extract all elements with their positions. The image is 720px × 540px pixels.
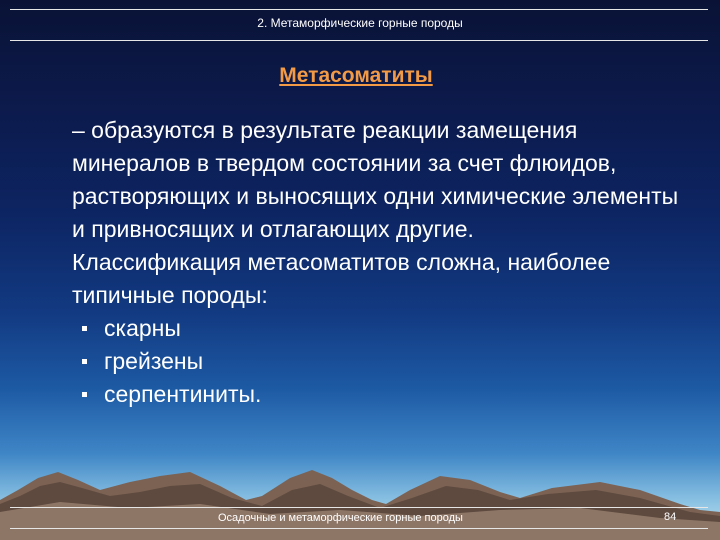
classification-paragraph: Классификация метасоматитов сложна, наиболее типичные породы: bbox=[72, 249, 611, 308]
rock-type-list bbox=[72, 312, 692, 411]
footer-bottom-rule bbox=[10, 528, 708, 529]
header-title: 2. Метаморфические горные породы bbox=[257, 16, 463, 30]
header-bottom-rule bbox=[10, 40, 708, 41]
list-item-label: серпентиниты. bbox=[104, 381, 262, 407]
list-item bbox=[72, 345, 692, 378]
page-number: 84 bbox=[664, 511, 677, 523]
slide-title: Метасоматиты bbox=[279, 64, 433, 87]
square-bullet-icon bbox=[82, 359, 87, 364]
definition-paragraph: – образуются в результате реакции замещения минералов в твердом состоянии за счет флюидов, растворяющих и выносящих одни химические элементы и привносящих и отлагающих другие. bbox=[72, 117, 679, 242]
list-item bbox=[72, 378, 692, 411]
square-bullet-icon bbox=[82, 392, 87, 397]
header-top-rule bbox=[10, 9, 708, 10]
list-item-label: грейзены bbox=[104, 348, 204, 374]
list-item bbox=[72, 312, 692, 345]
footer-text: Осадочные и метаморфические горные породы bbox=[218, 512, 463, 524]
square-bullet-icon bbox=[82, 326, 87, 331]
list-item-label: скарны bbox=[104, 315, 181, 341]
footer-top-rule bbox=[10, 507, 708, 508]
slide-body bbox=[72, 114, 692, 411]
